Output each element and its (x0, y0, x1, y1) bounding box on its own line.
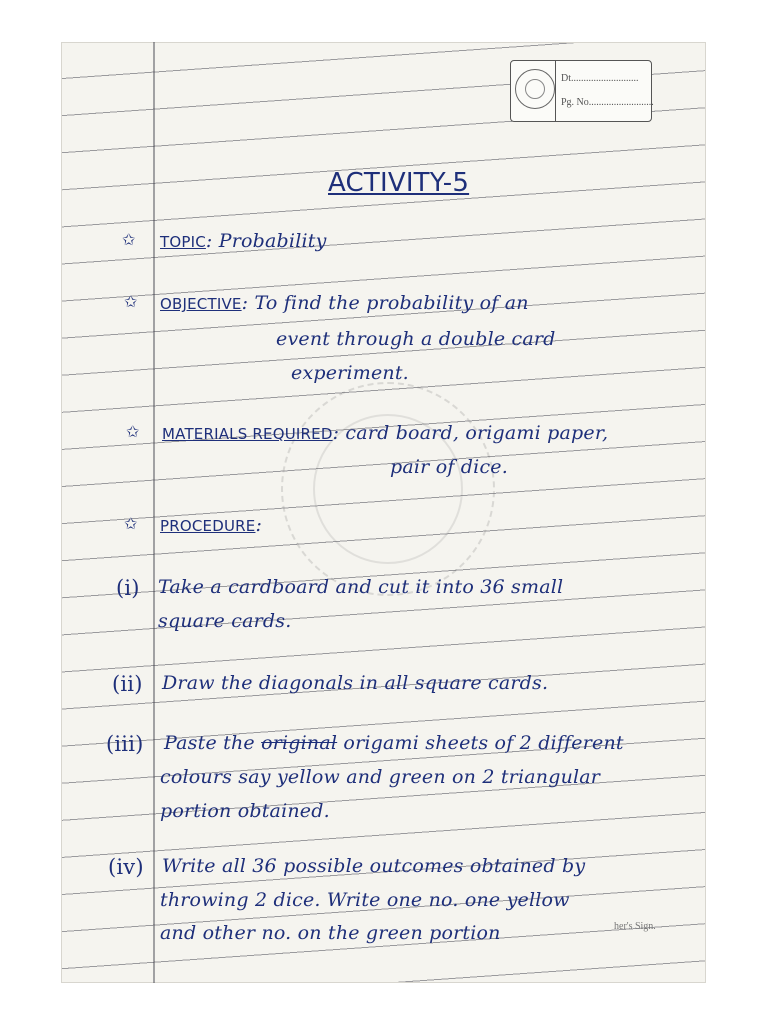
step-2-line-1: Draw the diagonals in all square cards. (162, 672, 549, 694)
procedure-heading (160, 516, 262, 535)
star-bullet-icon: ✩ (126, 422, 140, 441)
stamp-divider (555, 61, 556, 121)
teacher-sign-label: her's Sign. (614, 921, 656, 932)
step-numeral: (iv) (108, 855, 144, 879)
page-title: ACTIVITY-5 (328, 168, 470, 198)
step-1-line-2: square cards. (158, 610, 292, 632)
school-logo-icon (515, 69, 555, 109)
materials-row (162, 424, 608, 443)
step-numeral: (ii) (112, 672, 143, 696)
topic-value: : Probability (205, 230, 327, 252)
procedure-colon: : (255, 514, 263, 536)
step-4-line-1: Write all 36 possible outcomes obtained by (162, 855, 586, 877)
date-page-stamp (510, 60, 652, 122)
procedure-label: PROCEDURE (160, 517, 256, 535)
watermark-seal-icon (281, 382, 495, 596)
step-4-line-3: and other no. on the green portion (160, 922, 501, 944)
objective-line-1: : To find the probability of an (241, 292, 529, 314)
step-4-line-2: throwing 2 dice. Write one no. one yellow (160, 889, 570, 911)
star-bullet-icon: ✩ (122, 230, 136, 249)
step-numeral: (iii) (106, 732, 144, 756)
step-3-text-before: Paste the (164, 732, 262, 754)
step-numeral: (i) (116, 576, 140, 600)
materials-line-1: : card board, origami paper, (332, 422, 609, 444)
objective-line-3: experiment. (291, 362, 409, 384)
step-3-struck-word: original (261, 732, 338, 754)
materials-label: MATERIALS REQUIRED (162, 425, 333, 443)
topic-label: TOPIC (160, 233, 206, 251)
stamp-date-field: Dt........................... (561, 73, 639, 84)
step-3-line-3: portion obtained. (160, 800, 330, 822)
topic-row (160, 232, 327, 251)
step-1-line-1: Take a cardboard and cut it into 36 small (158, 576, 564, 598)
step-3-line-1 (164, 734, 624, 753)
stamp-page-field: Pg. No.......................... (561, 97, 654, 108)
materials-line-2: pair of dice. (390, 456, 508, 478)
star-bullet-icon: ✩ (124, 292, 138, 311)
objective-label: OBJECTIVE (160, 295, 242, 313)
notebook-page (61, 42, 706, 983)
step-3-text-after: origami sheets of 2 different (337, 732, 624, 754)
objective-row (160, 294, 529, 313)
margin-line (153, 42, 155, 983)
step-3-line-2: colours say yellow and green on 2 triangular (160, 766, 601, 788)
objective-line-2: event through a double card (276, 328, 556, 350)
star-bullet-icon: ✩ (124, 514, 138, 533)
